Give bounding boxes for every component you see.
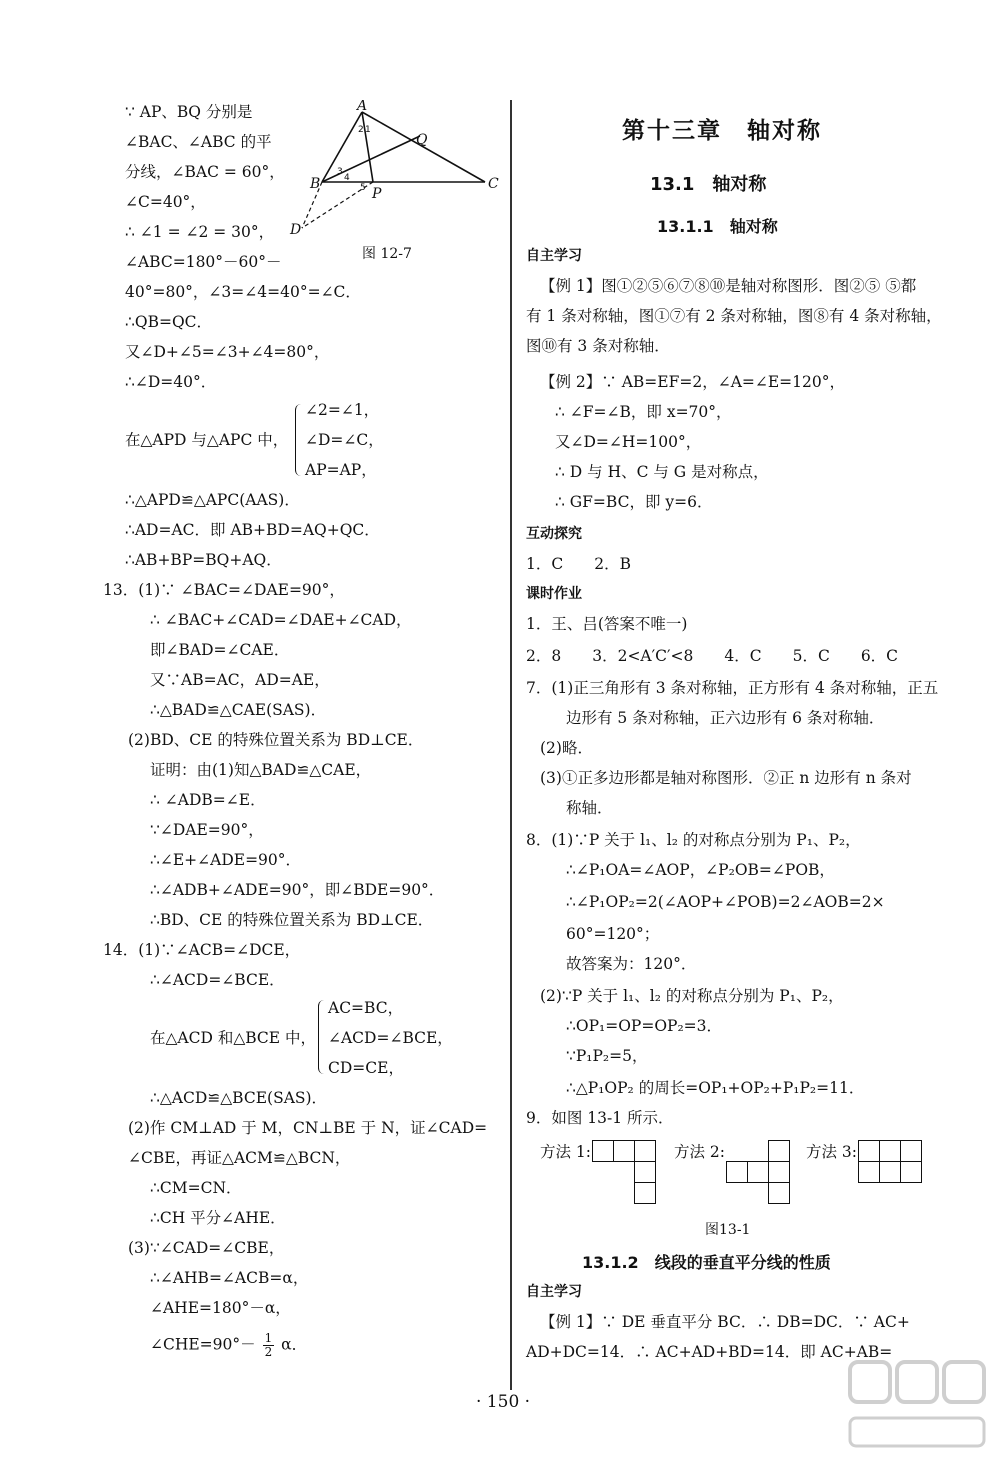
text-line: ∴QB=QC． <box>125 313 213 331</box>
text-line: 【例 1】∵ DE 垂直平分 BC．∴ DB=DC．∵ AC+ <box>540 1313 910 1331</box>
text-line: ∴△ACD≌△BCE(SAS)． <box>150 1089 328 1107</box>
heading-zizhu: 自主学习 <box>526 1284 582 1300</box>
grid-cell <box>634 1182 656 1204</box>
vertex-label-q: Q <box>416 132 428 148</box>
triangle-figure <box>280 100 505 245</box>
vertex-label-a: A <box>357 100 368 114</box>
heading-hudong: 互动探究 <box>526 526 582 542</box>
text-line: ∴CH 平分∠AHE． <box>150 1209 286 1227</box>
text-line: ∴CM=CN． <box>150 1179 242 1197</box>
angle-label: 4 <box>344 173 350 183</box>
text-line: ∴∠D=40°． <box>125 373 217 391</box>
vertex-label-d: D <box>290 222 302 238</box>
text-line: (3)∵∠CAD=∠CBE， <box>128 1239 285 1257</box>
angle-label: 1 <box>365 125 371 135</box>
text-line: (2)BD、CE 的特殊位置关系为 BD⊥CE． <box>128 731 424 749</box>
grid-cell <box>592 1140 614 1162</box>
text-line: ∴ ∠F=∠B，即 x=70°， <box>555 403 732 421</box>
section-title: 13.1 轴对称 <box>650 174 767 195</box>
text-line: ∴△APD≌△APC(AAS)． <box>125 491 300 509</box>
subsection-title: 13.1.1 轴对称 <box>657 217 778 236</box>
text-line: ∴∠AHB=∠ACB=α， <box>150 1269 309 1287</box>
text-line: ∴BD、CE 的特殊位置关系为 BD⊥CE． <box>150 911 434 929</box>
vertex-label-p: P <box>372 186 382 202</box>
grid-cell <box>879 1161 901 1183</box>
text-line: 在△APD 与△APC 中， <box>125 431 289 449</box>
text-line: (2)∵P 关于 l₁、l₂ 的对称点分别为 P₁、P₂， <box>540 987 844 1005</box>
text-line: ∴ ∠ADB=∠E． <box>150 791 266 809</box>
text-line: (3)①正多边形都是轴对称图形．②正 n 边形有 n 条对 <box>540 769 912 787</box>
text-line: AC=BC， <box>328 999 404 1017</box>
grid-cell <box>747 1161 769 1183</box>
text-line: 故答案为：120°． <box>566 955 697 973</box>
text-line: ∴AB+BP=BQ+AQ． <box>125 551 282 569</box>
text-line: ∠D=∠C， <box>305 431 384 449</box>
grid-cell <box>900 1140 922 1162</box>
angle-label: 2 <box>358 125 364 135</box>
text-line: 40°=80°，∠3=∠4=40°=∠C． <box>125 283 361 301</box>
text-line: 60°=120°； <box>566 925 660 943</box>
text-line: 13．(1)∵ ∠BAC=∠DAE=90°， <box>103 581 345 599</box>
text-line: 7．(1)正三角形有 3 条对称轴，正方形有 4 条对称轴，正五 <box>526 679 939 697</box>
text-line: ∴ ∠BAC+∠CAD=∠DAE+∠CAD， <box>150 611 412 629</box>
text-line: ∵∠DAE=90°， <box>150 821 264 839</box>
vertex-label-b: B <box>310 176 321 192</box>
text-line: ∴∠ADB+∠ADE=90°，即∠BDE=90°． <box>150 881 445 899</box>
text-line: ∴∠E+∠ADE=90°． <box>150 851 302 869</box>
text-line: ∠ABC=180°－60°－ <box>125 253 282 271</box>
text-line: ∴ GF=BC，即 y=6． <box>555 493 713 511</box>
grid-cell <box>634 1140 656 1162</box>
text-line: ∠C=40°， <box>125 193 206 211</box>
text-line: 14．(1)∵∠ACB=∠DCE， <box>103 941 301 959</box>
text-line: ∴AD=AC．即 AB+BD=AQ+QC． <box>125 521 380 539</box>
text-line: 又∵AB=AC，AD=AE， <box>150 671 330 689</box>
grid-cell <box>768 1161 790 1183</box>
fraction <box>263 1332 275 1359</box>
page-number: · 150 · <box>476 1392 531 1412</box>
grid-cell <box>726 1161 748 1183</box>
text-line: ∠CBE，再证△ACM≌△BCN， <box>128 1149 351 1167</box>
text-line: 2．8 3．2<A′C′<8 4．C 5．C 6．C <box>526 647 899 665</box>
text-line: ∴∠P₁OP₂=2(∠AOP+∠POB)=2∠AOB=2× <box>566 893 885 911</box>
text-line: 称轴． <box>566 799 613 817</box>
subsection-title: 13.1.2 线段的垂直平分线的性质 <box>582 1253 831 1272</box>
chapter-title: 第十三章 轴对称 <box>622 118 822 144</box>
text-line: ∴ ∠1 = ∠2 = 30°， <box>125 223 275 241</box>
text-line: 分线，∠BAC = 60°， <box>125 163 285 181</box>
text-line: AP=AP， <box>305 461 377 479</box>
grid-cell <box>768 1140 790 1162</box>
fraction-numerator: 1 <box>264 1331 273 1345</box>
text-line: ∵P₁P₂=5， <box>566 1047 648 1065</box>
text-line: 有 1 条对称轴，图①⑦有 2 条对称轴，图⑧有 4 条对称轴， <box>526 307 942 325</box>
watermark-logo <box>842 1356 992 1456</box>
text-line: 在△ACD 和△BCE 中， <box>150 1029 317 1047</box>
heading-zizhu: 自主学习 <box>526 248 582 264</box>
text-line: ∠ACD=∠BCE， <box>328 1029 453 1047</box>
text-line: AD+DC=14．∴ AC+AD+BD=14．即 AC+AB= <box>526 1343 893 1361</box>
text-line: 边形有 5 条对称轴，正六边形有 6 条对称轴． <box>566 709 885 727</box>
formula-prefix: ∠CHE=90°－ <box>150 1335 256 1354</box>
formula-suffix: α． <box>281 1335 308 1354</box>
text-line: ∠AHE=180°－α， <box>150 1299 291 1317</box>
text-line: 又∠D+∠5=∠3+∠4=80°， <box>125 343 330 361</box>
text-line: 证明：由(1)知△BAD≌△CAE， <box>150 761 372 779</box>
grid-cell <box>858 1161 880 1183</box>
text-line: 又∠D=∠H=100°， <box>555 433 702 451</box>
method-label: 方法 3: <box>806 1143 858 1161</box>
text-line: 【例 2】∵ AB=EF=2，∠A=∠E=120°， <box>540 373 845 391</box>
text-line: 8．(1)∵P 关于 l₁、l₂ 的对称点分别为 P₁、P₂， <box>526 831 861 849</box>
method-label: 方法 1: <box>540 1143 592 1161</box>
text-line: ∴△P₁OP₂ 的周长=OP₁+OP₂+P₁P₂=11． <box>566 1079 865 1097</box>
grid-cell <box>768 1182 790 1204</box>
grid-cell <box>858 1140 880 1162</box>
angle-label: 5 <box>360 183 366 193</box>
text-line: ∴ D 与 H、C 与 G 是对称点， <box>555 463 769 481</box>
angle-label: 3 <box>337 167 343 177</box>
text-line: (2)略． <box>540 739 593 757</box>
brace <box>318 1000 325 1074</box>
figure-caption: 图13-1 <box>705 1222 751 1238</box>
text-line: ∴OP₁=OP=OP₂=3． <box>566 1017 723 1035</box>
vertex-label-c: C <box>488 176 499 192</box>
grid-cell <box>634 1161 656 1183</box>
grid-cell <box>900 1161 922 1183</box>
text-line: ∴△BAD≌△CAE(SAS)． <box>150 701 327 719</box>
text-line: 9．如图 13-1 所示． <box>526 1109 674 1127</box>
grid-cell <box>613 1140 635 1162</box>
text-line: 图⑩有 3 条对称轴． <box>526 337 670 355</box>
text-line: 1．王、吕(答案不唯一) <box>526 615 688 633</box>
column-divider <box>510 100 512 1390</box>
text-line: ∠BAC、∠ABC 的平 <box>125 133 272 151</box>
text-line <box>150 1332 307 1359</box>
method-label: 方法 2: <box>674 1143 726 1161</box>
text-line: ∠2=∠1， <box>305 401 380 419</box>
text-line: ∴∠P₁OA=∠AOP，∠P₂OB=∠POB， <box>566 861 835 879</box>
grid-cell <box>879 1140 901 1162</box>
fraction-denominator: 2 <box>264 1345 273 1359</box>
brace <box>295 404 302 476</box>
figure-caption: 图 12-7 <box>362 246 412 262</box>
text-line: CD=CE， <box>328 1059 404 1077</box>
text-line: ∵ AP、BQ 分别是 <box>125 103 253 121</box>
text-line: 即∠BAD=∠CAE． <box>150 641 290 659</box>
text-line: ∴∠ACD=∠BCE． <box>150 971 285 989</box>
text-line: 【例 1】图①②⑤⑥⑦⑧⑩是轴对称图形．图②⑤ ⑤都 <box>540 277 917 295</box>
heading-keshi: 课时作业 <box>526 586 582 602</box>
text-line: (2)作 CM⊥AD 于 M，CN⊥BE 于 N，证∠CAD= <box>128 1119 488 1137</box>
text-line: 1．C 2．B <box>526 555 631 573</box>
